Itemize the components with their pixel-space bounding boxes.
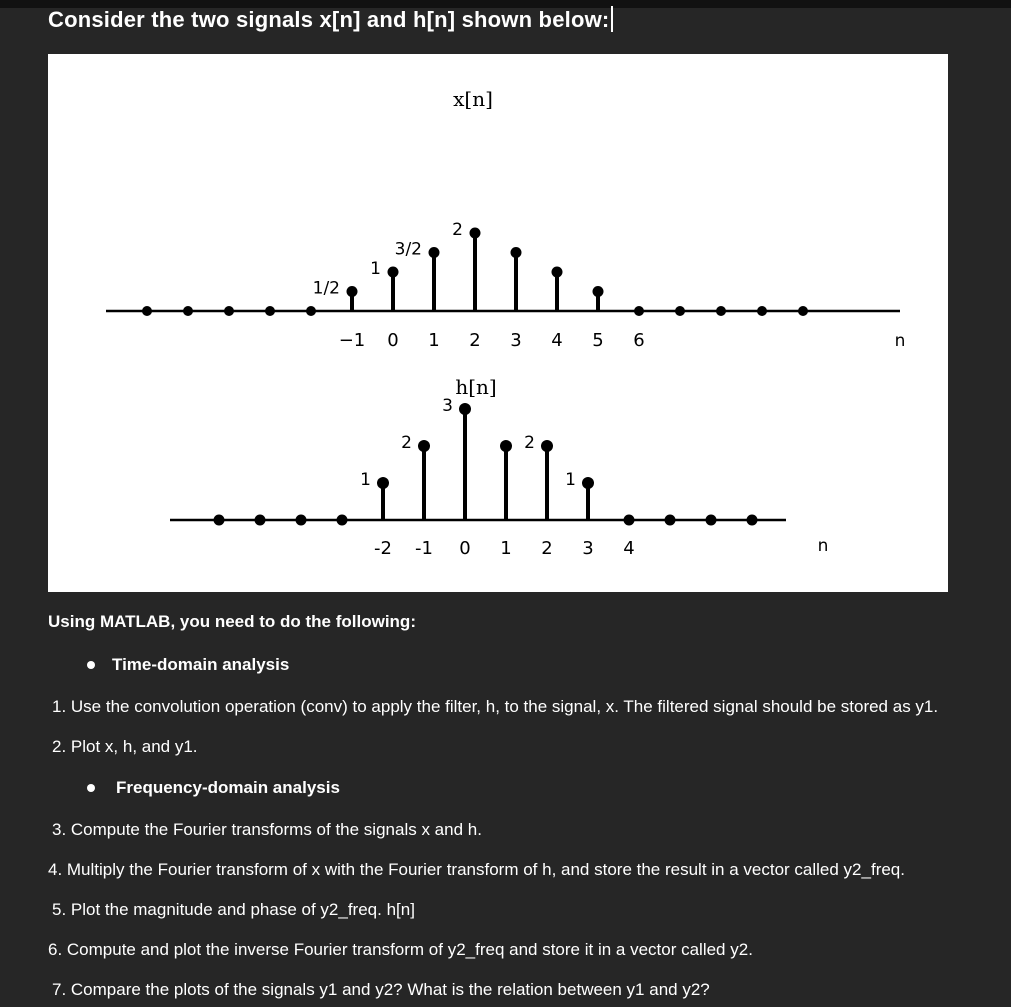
h-zero-sample-dot (255, 515, 266, 526)
x-value-label: 3/2 (394, 239, 422, 260)
x-tick-label: 1 (428, 330, 440, 351)
h-tick-label: 1 (500, 538, 512, 559)
h-signal-plot (170, 375, 828, 559)
x-zero-sample-dot (142, 306, 152, 316)
x-stem-dot (470, 228, 481, 239)
x-zero-sample-dot (306, 306, 316, 316)
x-zero-sample-dot (634, 306, 644, 316)
step-3: 3. Compute the Fourier transforms of the signals x and h. (52, 820, 482, 839)
x-stem-dot (593, 286, 604, 297)
h-tick-label: 2 (541, 538, 553, 559)
x-stem-dot (552, 267, 563, 278)
h-zero-sample-dot (624, 515, 635, 526)
x-stem-dot (347, 286, 358, 297)
x-tick-label: 0 (387, 330, 399, 351)
x-signal-plot (106, 87, 905, 351)
bullet-dot (87, 661, 95, 669)
x-zero-sample-dot (224, 306, 234, 316)
h-zero-sample-dot (665, 515, 676, 526)
h-tick-label: 4 (623, 538, 635, 559)
h-zero-sample-dot (706, 515, 717, 526)
x-zero-sample-dot (183, 306, 193, 316)
section-time-domain: Time-domain analysis (112, 655, 290, 674)
x-stem-dot (511, 247, 522, 258)
x-zero-sample-dot (757, 306, 767, 316)
h-value-label: 3 (442, 396, 453, 416)
x-zero-sample-dot (675, 306, 685, 316)
page-title (48, 6, 613, 33)
h-value-label: 2 (401, 433, 412, 453)
signals-figure (48, 54, 948, 592)
h-zero-sample-dot (296, 515, 307, 526)
h-value-label: 1 (360, 470, 371, 490)
h-plot-title: h[n] (455, 375, 497, 399)
h-axis-label-n: n (817, 536, 829, 556)
x-value-label: 1 (370, 259, 381, 279)
x-tick-label: −1 (338, 330, 366, 351)
signals-figure-svg (48, 54, 948, 592)
x-value-label: 2 (452, 220, 463, 240)
x-plot-title: x[n] (453, 87, 493, 111)
x-axis-label-n: n (894, 331, 906, 351)
h-stem-dot (459, 403, 471, 415)
x-tick-label: 2 (469, 330, 481, 351)
x-zero-sample-dot (798, 306, 808, 316)
h-stem-dot (582, 477, 594, 489)
step-7: 7. Compare the plots of the signals y1 and y2? What is the relation between y1 and y2? (52, 980, 710, 999)
intro-text: Using MATLAB, you need to do the following: (48, 612, 416, 631)
h-zero-sample-dot (337, 515, 348, 526)
h-tick-label: 3 (582, 538, 594, 559)
h-zero-sample-dot (747, 515, 758, 526)
x-value-label: 1/2 (312, 278, 340, 299)
x-tick-label: 4 (551, 330, 563, 351)
h-tick-label: 0 (459, 538, 471, 559)
step-6: 6. Compute and plot the inverse Fourier transform of y2_freq and store it in a vector called y2. (48, 940, 753, 959)
h-value-label: 1 (565, 470, 576, 490)
step-4: 4. Multiply the Fourier transform of x with the Fourier transform of h, and store the result in a vector called y2_freq. (48, 860, 905, 879)
h-tick-label: -1 (415, 538, 433, 559)
x-tick-label: 5 (592, 330, 604, 351)
h-stem-dot (418, 440, 430, 452)
h-stem-dot (541, 440, 553, 452)
h-stem-dot (500, 440, 512, 452)
h-tick-label: -2 (374, 538, 392, 559)
page-title-text: Consider the two signals x[n] and h[n] shown below: (48, 7, 610, 32)
step-2: 2. Plot x, h, and y1. (52, 737, 198, 756)
x-stem-dot (429, 247, 440, 258)
h-stem-dot (377, 477, 389, 489)
step-1: 1. Use the convolution operation (conv) to apply the filter, h, to the signal, x. The filtered signal should be stored as y1. (52, 697, 939, 716)
x-tick-label: 6 (633, 330, 645, 351)
x-zero-sample-dot (265, 306, 275, 316)
section-frequency-domain: Frequency-domain analysis (116, 778, 340, 797)
h-zero-sample-dot (214, 515, 225, 526)
x-tick-label: 3 (510, 330, 522, 351)
text-cursor (611, 6, 613, 32)
x-stem-dot (388, 267, 399, 278)
bullet-dot (87, 784, 95, 792)
step-5: 5. Plot the magnitude and phase of y2_freq. h[n] (52, 900, 415, 919)
h-value-label: 2 (524, 433, 535, 453)
x-zero-sample-dot (716, 306, 726, 316)
